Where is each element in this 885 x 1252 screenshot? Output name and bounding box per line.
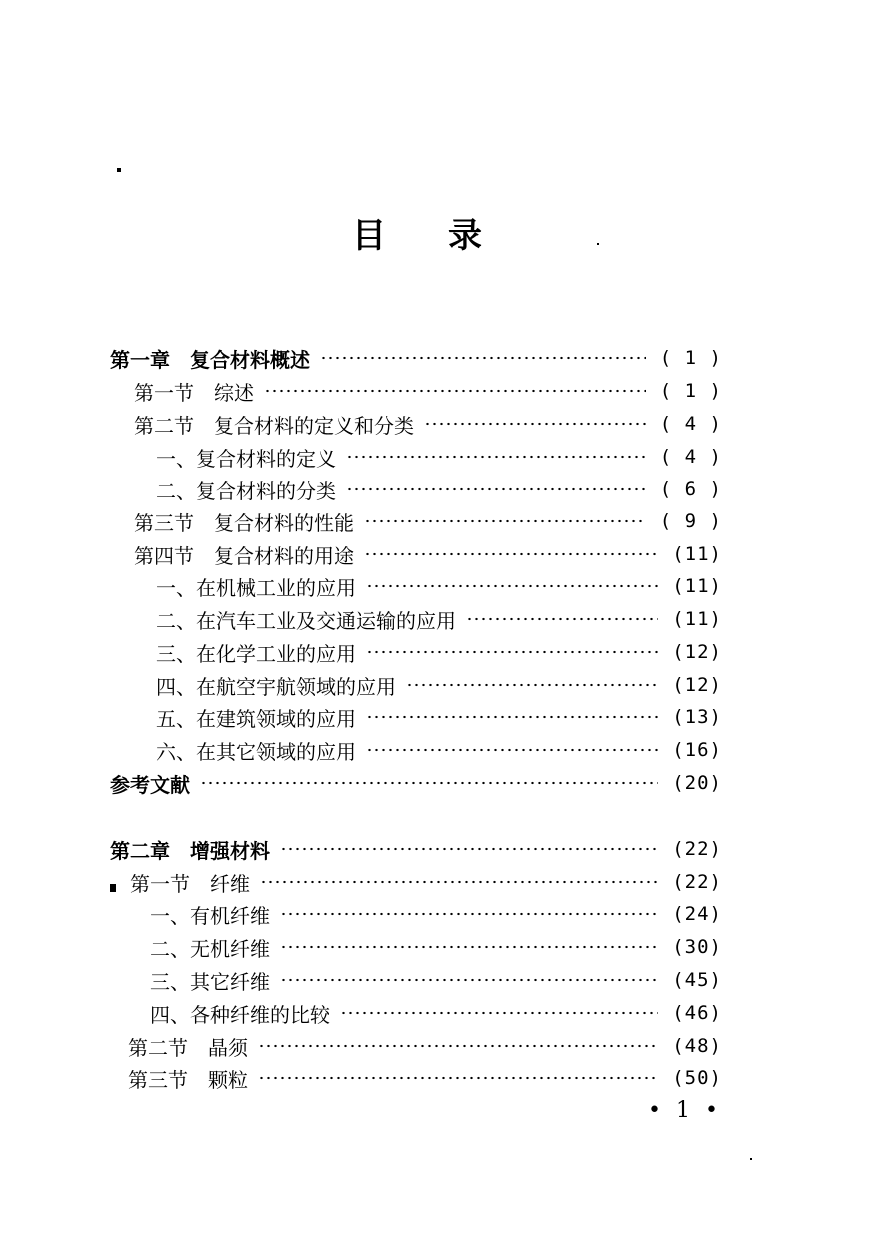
dot-leader	[366, 650, 658, 654]
toc-entry-page: ( 4 )	[659, 413, 722, 435]
scan-speck	[750, 1158, 752, 1160]
dot-leader	[258, 1076, 658, 1080]
dot-leader	[364, 519, 646, 523]
toc-entry-label: 三、在化学工业的应用	[156, 641, 356, 666]
toc-entry	[110, 769, 722, 797]
toc-entry	[150, 933, 722, 961]
toc-entry-label: 第二节 复合材料的定义和分类	[134, 413, 414, 438]
toc-entry-page: ( 1 )	[659, 347, 722, 369]
toc-entry-page: ( 9 )	[659, 510, 722, 532]
toc-entry	[156, 443, 722, 471]
dot-leader	[264, 389, 646, 393]
toc-entry-page: (11)	[672, 575, 722, 597]
toc-entry	[128, 1064, 722, 1092]
toc-entry-page: (22)	[672, 838, 722, 860]
dot-leader	[280, 847, 658, 851]
toc-entry-label: 四、各种纤维的比较	[150, 1002, 330, 1027]
toc-entry	[150, 999, 722, 1027]
toc-entry-page: (12)	[672, 674, 722, 696]
toc-entry-label: 第四节 复合材料的用途	[134, 543, 354, 568]
toc-entry-label: 一、复合材料的定义	[156, 446, 336, 471]
toc-entry	[134, 377, 722, 405]
dot-leader	[346, 487, 646, 491]
scan-speck	[117, 168, 121, 172]
page-number: • 1 •	[648, 1098, 722, 1123]
toc-entry	[150, 966, 722, 994]
dot-leader	[280, 945, 658, 949]
dot-leader	[366, 748, 658, 752]
dot-leader	[260, 880, 658, 884]
dot-leader	[346, 455, 646, 459]
dot-leader	[366, 584, 658, 588]
toc-entry-label: 六、在其它领域的应用	[156, 739, 356, 764]
dot-leader	[424, 422, 646, 426]
toc-entry-page: (20)	[672, 772, 722, 794]
dot-leader	[200, 781, 658, 785]
toc-entry-page: ( 6 )	[659, 478, 722, 500]
toc-entry-page: ( 4 )	[659, 446, 722, 468]
title-char-1: 目	[352, 216, 386, 256]
toc-entry-page: (46)	[672, 1002, 722, 1024]
toc-entry-label: 参考文献	[110, 772, 190, 797]
toc-entry-label: 二、在汽车工业及交通运输的应用	[156, 608, 456, 633]
dot-leader	[406, 683, 658, 687]
toc-entry	[130, 868, 722, 896]
page-title	[352, 208, 482, 257]
toc-entry-page: (12)	[672, 641, 722, 663]
dot-leader	[280, 912, 658, 916]
toc-entry-label: 四、在航空宇航领域的应用	[156, 674, 396, 699]
toc-entry-label: 第一节 纤维	[130, 871, 250, 896]
toc-entry-label: 第三节 颗粒	[128, 1067, 248, 1092]
dot-leader	[366, 715, 658, 719]
toc-entry-page: (13)	[672, 706, 722, 728]
toc-entry-page: (11)	[672, 608, 722, 630]
toc-entry-page: ( 1 )	[659, 380, 722, 402]
scan-speck	[110, 884, 116, 892]
toc-entry	[134, 540, 722, 568]
dot-leader	[466, 617, 658, 621]
toc-entry-label: 第一章 复合材料概述	[110, 347, 310, 372]
toc-entry-label: 五、在建筑领域的应用	[156, 706, 356, 731]
toc-entry	[110, 835, 722, 863]
toc-entry-page: (45)	[672, 969, 722, 991]
toc-entry	[156, 703, 722, 731]
toc-entry	[150, 900, 722, 928]
toc-entry	[156, 638, 722, 666]
toc-entry-page: (30)	[672, 936, 722, 958]
toc-entry-label: 二、无机纤维	[150, 936, 270, 961]
toc-entry-label: 三、其它纤维	[150, 969, 270, 994]
toc-entry-label: 一、在机械工业的应用	[156, 575, 356, 600]
toc-entry-label: 二、复合材料的分类	[156, 478, 336, 503]
dot-leader	[280, 978, 658, 982]
toc-entry	[156, 671, 722, 699]
toc-entry	[134, 507, 722, 535]
toc-entry-page: (48)	[672, 1035, 722, 1057]
toc-entry	[128, 1032, 722, 1060]
toc-entry-label: 第二节 晶须	[128, 1035, 248, 1060]
dot-leader	[258, 1044, 658, 1048]
toc-entry	[110, 344, 722, 372]
dot-leader	[320, 356, 646, 360]
toc-entry	[156, 572, 722, 600]
dot-leader	[364, 552, 658, 556]
dot-leader	[340, 1011, 658, 1015]
toc-entry-page: (16)	[672, 739, 722, 761]
toc-entry-page: (50)	[672, 1067, 722, 1089]
toc-entry	[156, 475, 722, 503]
toc-entry	[134, 410, 722, 438]
toc-entry-page: (24)	[672, 903, 722, 925]
toc-entry-label: 第一节 综述	[134, 380, 254, 405]
toc-entry-label: 一、有机纤维	[150, 903, 270, 928]
toc-entry-page: (22)	[672, 871, 722, 893]
toc-entry-label: 第二章 增强材料	[110, 838, 270, 863]
toc-entry-label: 第三节 复合材料的性能	[134, 510, 354, 535]
toc-entry	[156, 605, 722, 633]
scan-speck	[597, 243, 599, 245]
toc-entry-page: (11)	[672, 543, 722, 565]
toc-entry	[156, 736, 722, 764]
title-char-2: 录	[448, 216, 482, 256]
